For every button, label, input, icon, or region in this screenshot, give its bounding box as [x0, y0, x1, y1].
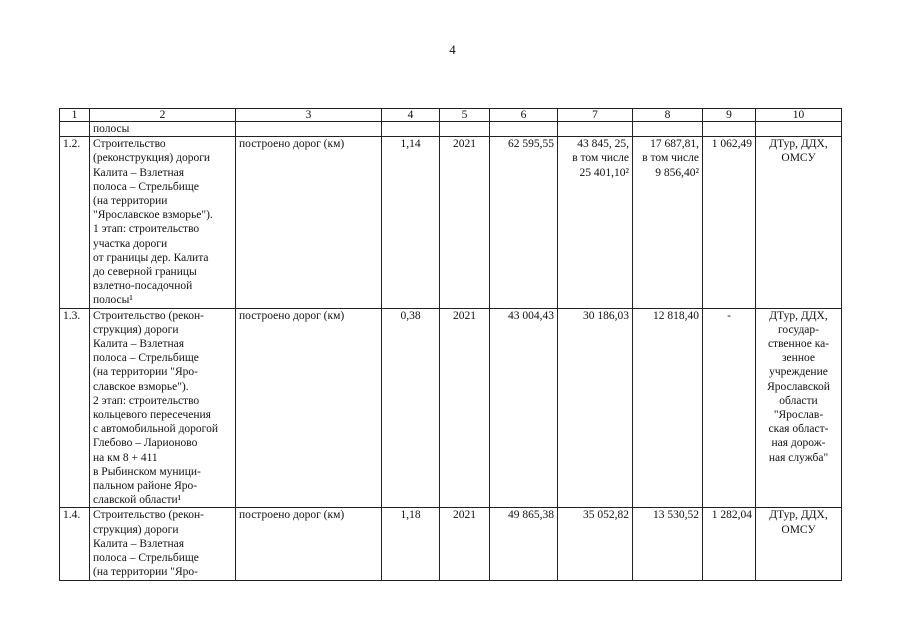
indicator-value: 1,14	[382, 137, 440, 308]
amount-col7: 43 845, 25, в том числе 25 401,10²	[558, 137, 633, 308]
result-indicator: построено дорог (км)	[236, 508, 382, 580]
amount-col7: 35 052,82	[558, 508, 633, 580]
amount-col8: 17 687,81, в том числе 9 856,40²	[633, 137, 703, 308]
amount-col9: -	[703, 308, 756, 508]
amount-col8: 13 530,52	[633, 508, 703, 580]
header-cell: 8	[633, 109, 703, 122]
header-cell: 4	[382, 109, 440, 122]
indicator-value: 1,18	[382, 508, 440, 580]
year: 2021	[440, 308, 490, 508]
table-row	[60, 308, 842, 508]
table-row	[60, 508, 842, 580]
row-number: 1.3.	[60, 308, 90, 508]
header-cell: 2	[90, 109, 236, 122]
carry-over-text: полосы	[90, 122, 236, 137]
amount-col9: 1 062,49	[703, 137, 756, 308]
result-indicator: построено дорог (км)	[236, 137, 382, 308]
header-row	[60, 109, 842, 122]
total-amount: 49 865,38	[490, 508, 558, 580]
row-number: 1.4.	[60, 508, 90, 580]
row-number: 1.2.	[60, 137, 90, 308]
header-cell: 9	[703, 109, 756, 122]
program-table	[59, 108, 842, 581]
total-amount: 62 595,55	[490, 137, 558, 308]
executors: ДТур, ДДХ, ОМСУ	[756, 508, 842, 580]
total-amount: 43 004,43	[490, 308, 558, 508]
table-row	[60, 137, 842, 308]
measure-name: Строительство (рекон- струкция) дороги Калита – Взлетная полоса – Стрельбище (на территории "Яро-	[90, 508, 236, 580]
header-cell: 6	[490, 109, 558, 122]
indicator-value: 0,38	[382, 308, 440, 508]
year: 2021	[440, 137, 490, 308]
executors: ДТур, ДДХ, государ- ственное ка- зенное учреждение Ярославской области "Ярослав- ская област- ная дорож- ная служба"	[756, 308, 842, 508]
measure-name: Строительство (реконструкция) дороги Калита – Взлетная полоса – Стрельбище (на территории "Ярославское взморье"). 1 этап: строительство участка дороги от границы дер. Калита до северной границы взлетно-посадочной полосы¹	[90, 137, 236, 308]
amount-col9: 1 282,04	[703, 508, 756, 580]
header-cell: 10	[756, 109, 842, 122]
header-cell: 7	[558, 109, 633, 122]
page-number: 4	[449, 42, 456, 57]
year: 2021	[440, 508, 490, 580]
measure-name: Строительство (рекон- струкция) дороги Калита – Взлетная полоса – Стрельбище (на территории "Яро- славское взморье"). 2 этап: строительство кольцевого пересечения с автомобильной дорогой Глебово – Ларионово на км 8 + 411 в Рыбинском муници- пальном районе Яро- славской области¹	[90, 308, 236, 508]
carry-over-row	[60, 122, 842, 137]
amount-col7: 30 186,03	[558, 308, 633, 508]
header-cell: 1	[60, 109, 90, 122]
executors: ДТур, ДДХ, ОМСУ	[756, 137, 842, 308]
amount-col8: 12 818,40	[633, 308, 703, 508]
result-indicator: построено дорог (км)	[236, 308, 382, 508]
header-cell: 3	[236, 109, 382, 122]
header-cell: 5	[440, 109, 490, 122]
